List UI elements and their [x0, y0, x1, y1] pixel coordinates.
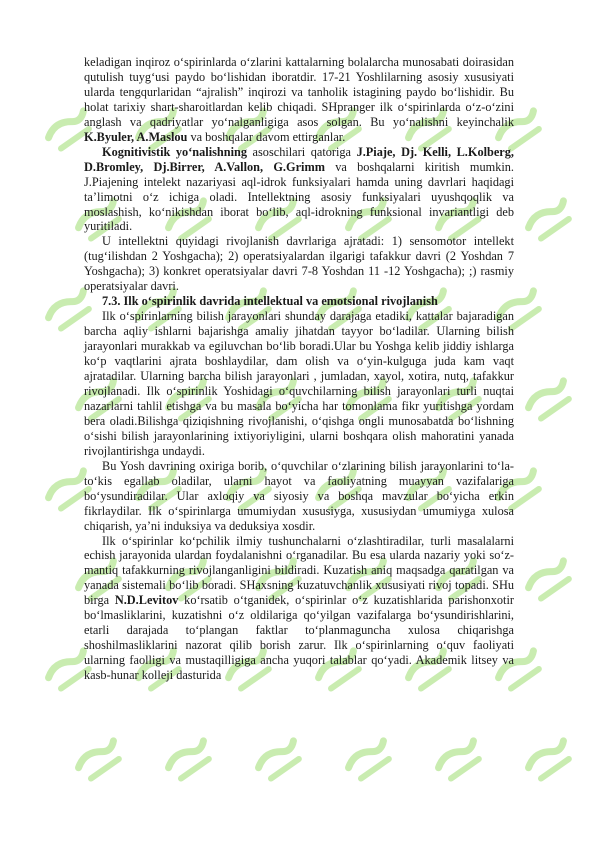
paragraph-2-lead: Kognitivistik yo‘nalishning: [102, 144, 247, 159]
watermark-mark: [166, 738, 214, 780]
watermark-mark: [526, 738, 574, 780]
watermark-mark: [526, 378, 574, 420]
paragraph-1-end: va boshqalar davom ettirganlar.: [187, 129, 346, 144]
watermark-mark: [526, 198, 574, 240]
paragraph-1-authors: K.Byuler, A.Maslou: [84, 129, 188, 144]
paragraph-4: Ilk o‘spirinlarning bilish jarayonlari shunday darajaga etadiki, kattalar bajaradigan barcha aqliy ishlarni bajarishga amaliy jihatdan tayyor bo‘ladilar. Ularning bilish jarayonlari murakkab va egiluvchan bo‘lib boradi.Ular bu Yoshga kelib jiddiy ishlarga ko‘p vaqtlarini ajrata boshlaydilar, dam olish va o‘yin-kulguga juda kam vaqt ajratadilar. Ularning barcha bilish jarayonlari , jumladan, xayol, xotira, nutq, tafakkur rivojlanadi. Ilk o‘spirinlik Yoshidagi o‘quvchilarning bilish jarayonlari turli nuqtai nazarlarni tahlil etishga va bu masala bo‘yicha har tomonlama fikr yuritishga yordam bera oladi.Bilishga qiziqishning rivojlanishi, o‘qishga ongli munosabatda bo‘lishning o‘sishi bilish jarayonlarining ixtiyoriyligini, ularni boshqara olish mahoratini yanada rivojlantirishga undaydi.: [84, 309, 514, 458]
watermark-mark: [436, 738, 484, 780]
watermark-mark: [256, 738, 304, 780]
section-heading: 7.3. Ilk o‘spirinlik davrida intellektual va emotsional rivojlanish: [102, 294, 438, 309]
watermark-mark: [346, 738, 394, 780]
paragraph-2-mid: asoschilari qatoriga: [246, 144, 357, 159]
watermark-mark: [526, 558, 574, 600]
document-body: [84, 55, 514, 683]
paragraph-2-end: va boshqalarni kiritish mumkin. J.Piajening intelekt nazariyasi aql-idrok funksiyalari hamda uning davrlari haqidagi ta’limotni o‘z ichiga oladi. Intellektning asosiy funksiyalari uyushqoqlik va moslashish, ko‘nikishdan iborat bo‘lib, aql-idrokning funksional invariantligi deb yuritiladi.: [84, 159, 514, 234]
paragraph-2: [84, 145, 514, 235]
paragraph-6-text: Ilk o‘spirinlar ko‘pchilik ilmiy tushunchalarni o‘zlashtiradilar, turli masalalarni echish jarayonida ulardan foydalanishni o‘rganadilar. Bu esa ularda nazariy yoki so‘z-mantiq tafakkurning rivojlanganligini bildiradi. Kuzatish aniq maqsadga qaratilgan va yanada sistemali bo‘lib boradi. SHaxsning kuzatuvchanlik xususiyati rivoj topadi. SHu birga: [84, 533, 514, 608]
paragraph-1: [84, 55, 514, 145]
paragraph-5: Bu Yosh davrining oxiriga borib, o‘quvchilar o‘zlarining bilish jarayonlarini to‘la-to‘kis egallab oladilar, ularni hayot va faoliyatning muayyan vazifalariga bo‘ysundiradilar. Ular axloqiy va siyosiy va boshqa mavzular bo‘yicha erkin fikrlaydilar. Ilk o‘spirinlarga umumiydan xususiyga, xususiydan umumiyga xulosa chiqarish, ya’ni induksiya va deduksiya xosdir.: [84, 458, 514, 533]
paragraph-1-text: keladigan inqiroz o‘spirinlarda o‘zlarini kattalarning bolalarcha munosabati doirasidan qutulish tuyg‘usi paydo bo‘lishidan iboratdir. 17-21 Yoshlilarning asosiy xususiyati ularda tengqurlaridan “ajralish” inqirozi va tanholik istagining paydo bo‘lishidir. Bu holat tarixiy shart-sharoitlardan kelib chiqadi. SHpranger ilk o‘spirinlarda o‘z-o‘zini anglash va qadriyatlar yo‘nalganligiga asos solgan. Bu yo‘nalishni keyinchalik: [84, 55, 514, 129]
paragraph-6-author: N.D.Levitov: [114, 593, 179, 608]
watermark-mark: [76, 738, 124, 780]
paragraph-6-end: ko‘rsatib o‘tganidek, o‘spirinlar o‘z kuzatishlarida parishonxotir bo‘lmasliklarini, kuzatishni o‘z oldilariga qo‘yilgan vazifalarga bo‘ysundirishlarini, etarli darajada to‘plangan faktlar to‘planmaguncha xulosa chiqarishga shoshilmasliklarini nazorat qilib borish zarur. Ilk o‘spirinlarning o‘quv faoliyati ularning faolligi va mustaqilligiga ancha yuqori talablar qo‘yadi. Akademik litsey va kasb-hunar kolleji dasturida: [84, 593, 514, 683]
paragraph-2-authors: J.Piaje, Dj. Kelli, L.Kolberg, D.Bromley, Dj.Birrer, A.Vallon, G.Grimm: [84, 144, 514, 174]
paragraph-3: U intellektni quyidagi rivojlanish davrlariga ajratadi: 1) sensomotor intellekt (tug‘ilishdan 2 Yoshgacha); 2) operatsiyalardan ilgarigi tafakkur davri (2 Yoshdan 7 Yoshgacha); 3) konkret operatsiyalar davri 7-8 Yoshdan 11 -12 Yoshgacha); ;) rasmiy operatsiyalar davri.: [84, 234, 514, 294]
paragraph-6: [84, 534, 514, 684]
